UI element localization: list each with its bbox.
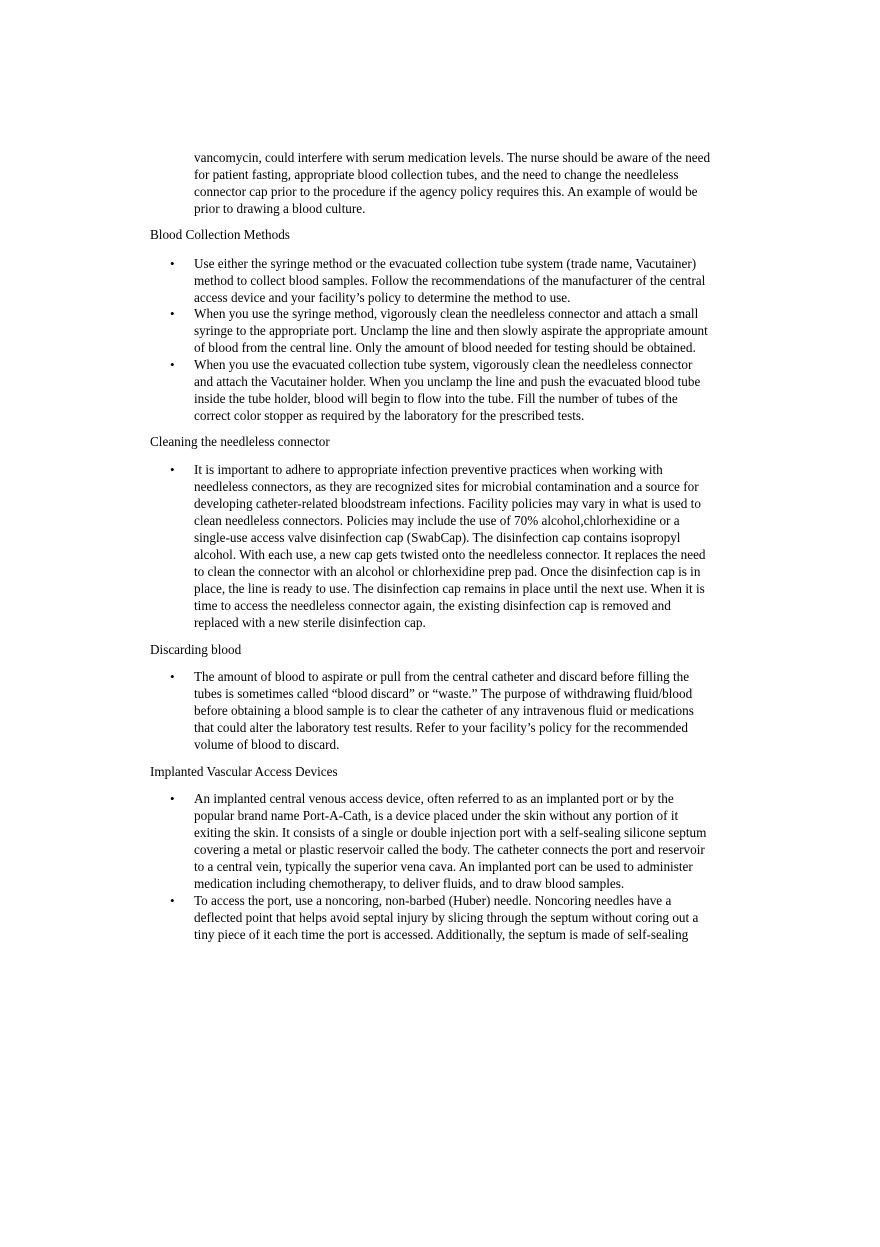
text-line: syringe to the appropriate port. Unclamp the line and then slowly aspirate the appropriate amount bbox=[194, 323, 708, 338]
text-line: tiny piece of it each time the port is accessed. Additionally, the septum is made of self-sealing bbox=[194, 927, 689, 942]
text-line: vancomycin, could interfere with serum medication levels. The nurse should be aware of the need bbox=[194, 150, 711, 165]
bullet-item bbox=[194, 668, 754, 753]
text-line: Use either the syringe method or the evacuated collection tube system (trade name, Vacutainer) bbox=[194, 256, 697, 271]
bullet-item bbox=[194, 461, 754, 631]
text-line: to a central vein, typically the superior vena cava. An implanted port can be used to administer bbox=[194, 859, 693, 874]
bullet-item bbox=[194, 892, 754, 943]
bullet-glyph: • bbox=[170, 357, 175, 372]
text-line: When you use the evacuated collection tube system, vigorously clean the needleless connector bbox=[194, 357, 693, 372]
section-heading-implanted-vascular-access-devices: Implanted Vascular Access Devices bbox=[150, 764, 338, 779]
bullet-item bbox=[194, 305, 754, 356]
text-line: deflected point that helps avoid septal injury by slicing through the septum without coring out a bbox=[194, 910, 699, 925]
text-line: developing catheter-related bloodstream infections. Facility policies may vary in what is used to bbox=[194, 496, 701, 511]
text-line: tubes is sometimes called “blood discard” or “waste.” The purpose of withdrawing fluid/blood bbox=[194, 686, 693, 701]
text-line: single-use access valve disinfection cap (SwabCap). The disinfection cap contains isopropyl bbox=[194, 530, 681, 545]
text-line: volume of blood to discard. bbox=[194, 737, 340, 752]
text-line: It is important to adhere to appropriate infection preventive practices when working with bbox=[194, 462, 663, 477]
text-line: clean needleless connectors. Policies may include the use of 70% alcohol,chlorhexidine or a bbox=[194, 513, 680, 528]
bullet-glyph: • bbox=[170, 462, 175, 477]
text-line: The amount of blood to aspirate or pull from the central catheter and discard before filling the bbox=[194, 669, 690, 684]
text-line: inside the tube holder, blood will begin to flow into the tube. Fill the number of tubes of the bbox=[194, 391, 678, 406]
bullet-glyph: • bbox=[170, 256, 175, 271]
bullet-glyph: • bbox=[170, 791, 175, 806]
bullet-item bbox=[194, 255, 754, 306]
text-line: that could alter the laboratory test results. Refer to your facility’s policy for the recommended bbox=[194, 720, 689, 735]
text-line: before obtaining a blood sample is to clear the catheter of any intravenous fluid or medications bbox=[194, 703, 694, 718]
text-line: of blood from the central line. Only the amount of blood needed for testing should be obtained. bbox=[194, 340, 696, 355]
text-line: alcohol. With each use, a new cap gets twisted onto the needleless connector. It replaces the need bbox=[194, 547, 706, 562]
bullet-glyph: • bbox=[170, 893, 175, 908]
bullet-glyph: • bbox=[170, 306, 175, 321]
text-line: access device and your facility’s policy to determine the method to use. bbox=[194, 290, 571, 305]
text-line: To access the port, use a noncoring, non-barbed (Huber) needle. Noncoring needles have a bbox=[194, 893, 672, 908]
text-line: correct color stopper as required by the laboratory for the prescribed tests. bbox=[194, 408, 585, 423]
text-line: popular brand name Port-A-Cath, is a device placed under the skin without any portion of it bbox=[194, 808, 679, 823]
text-line: covering a metal or plastic reservoir called the body. The catheter connects the port and reservoir bbox=[194, 842, 705, 857]
text-line: replaced with a new sterile disinfection cap. bbox=[194, 615, 426, 630]
text-line: method to collect blood samples. Follow the recommendations of the manufacturer of the central bbox=[194, 273, 706, 288]
section-heading-discarding-blood: Discarding blood bbox=[150, 642, 242, 657]
section-heading-cleaning-needleless-connector: Cleaning the needleless connector bbox=[150, 434, 330, 449]
bullet-item bbox=[194, 790, 754, 892]
text-line: to clean the connector with an alcohol or chlorhexidine prep pad. Once the disinfection cap is in bbox=[194, 564, 701, 579]
text-line: connector cap prior to the procedure if the agency policy requires this. An example of would be bbox=[194, 184, 698, 199]
section-heading-blood-collection-methods: Blood Collection Methods bbox=[150, 227, 290, 242]
text-line: An implanted central venous access device, often referred to as an implanted port or by the bbox=[194, 791, 674, 806]
text-line: and attach the Vacutainer holder. When you unclamp the line and push the evacuated blood tube bbox=[194, 374, 701, 389]
text-line: time to access the needleless connector again, the existing disinfection cap is removed and bbox=[194, 598, 671, 613]
text-line: exiting the skin. It consists of a single or double injection port with a self-sealing silicone septum bbox=[194, 825, 707, 840]
text-line: needleless connectors, as they are recognized sites for microbial contamination and a source for bbox=[194, 479, 699, 494]
text-line: place, the line is ready to use. The disinfection cap remains in place until the next use. When it is bbox=[194, 581, 705, 596]
intro-paragraph bbox=[194, 149, 754, 217]
bullet-glyph: • bbox=[170, 669, 175, 684]
bullet-item bbox=[194, 356, 754, 424]
text-line: When you use the syringe method, vigorously clean the needleless connector and attach a small bbox=[194, 306, 699, 321]
text-line: medication including chemotherapy, to deliver fluids, and to draw blood samples. bbox=[194, 876, 625, 891]
text-line: for patient fasting, appropriate blood collection tubes, and the need to change the needleless bbox=[194, 167, 679, 182]
text-line: prior to drawing a blood culture. bbox=[194, 201, 366, 216]
